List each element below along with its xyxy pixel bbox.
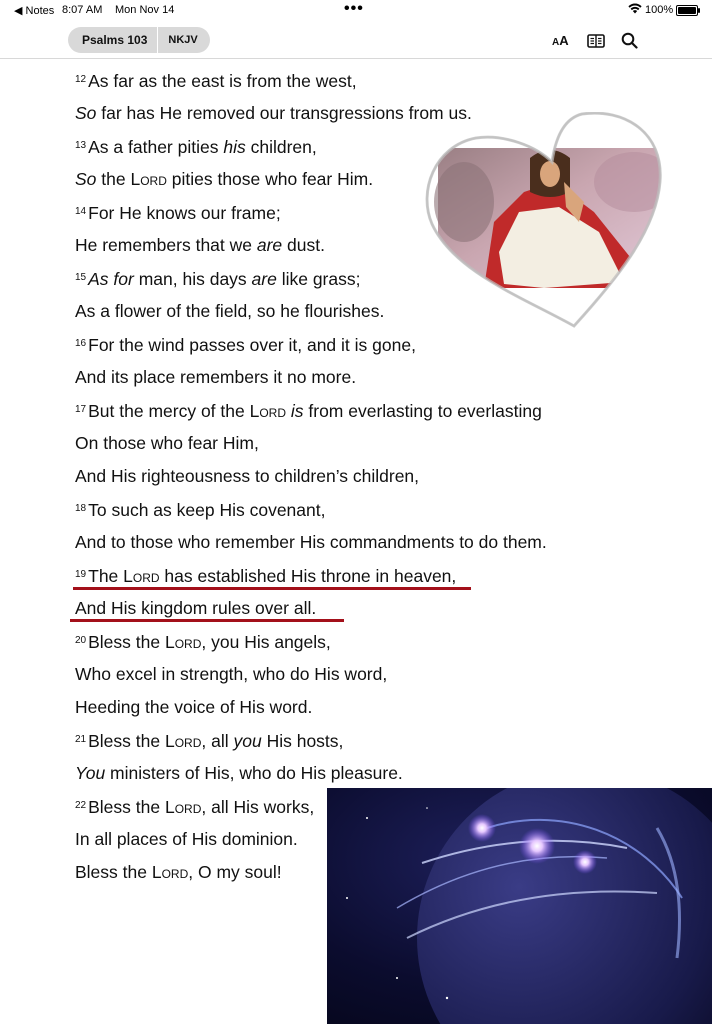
verse-14-line-1: $^{14}$ For He knows our frame; — [75, 203, 281, 223]
verse-19-underline-2 — [70, 619, 344, 622]
verse-20-line-2: Who excel in strength, who do His word, — [75, 664, 388, 684]
search-icon[interactable] — [621, 32, 638, 54]
verse-number: 20 — [75, 635, 87, 646]
verse-number: 19 — [75, 569, 87, 580]
battery-percentage: 100% — [645, 4, 674, 16]
version-button[interactable]: NKJV — [168, 34, 198, 46]
verse-number: 17 — [75, 404, 87, 415]
reader-toolbar — [0, 22, 712, 59]
verse-number: 16 — [75, 338, 87, 349]
verse-20-line-1: $^{20}$ Bless the Lord, you His angels, — [75, 632, 331, 652]
verse-15-line-2: As a flower of the field, so he flourishes. — [75, 301, 385, 321]
verse-18-line-1: $^{18}$ To such as keep His covenant, — [75, 500, 326, 520]
verse-22-line-2: In all places of His dominion. — [75, 829, 298, 849]
passage-selector — [68, 27, 210, 53]
back-to-notes-link[interactable]: ◀ Notes — [14, 5, 55, 17]
verse-15-line-1: $^{15}$ As for man, his days are like grass; — [75, 269, 361, 289]
battery-icon — [676, 5, 698, 16]
verse-13-line-2: So the Lord pities those who fear Him. — [75, 169, 374, 189]
verse-21-line-2: You ministers of His, who do His pleasure. — [75, 763, 403, 783]
verse-number: 12 — [75, 74, 87, 85]
verse-12-line-1: $^{12}$ As far as the east is from the west, — [75, 71, 357, 91]
verse-12-line-2: So far has He removed our transgressions from us. — [75, 103, 472, 123]
verse-21-line-1: $^{21}$ Bless the Lord, all you His hosts, — [75, 731, 344, 751]
verse-number: 15 — [75, 272, 87, 283]
book-icon[interactable] — [587, 34, 605, 53]
verse-17-line-3: And His righteousness to children’s children, — [75, 466, 420, 486]
status-date: Mon Nov 14 — [115, 4, 175, 16]
verse-16-line-1: $^{16}$ For the wind passes over it, and it is gone, — [75, 335, 416, 355]
verse-16-line-2: And its place remembers it no more. — [75, 367, 357, 387]
verse-13-line-1: $^{13}$ As a father pities his children, — [75, 137, 317, 157]
wifi-icon — [628, 3, 642, 17]
multitasking-menu-icon[interactable]: ••• — [344, 0, 364, 17]
verse-22-line-3: Bless the Lord, O my soul! — [75, 862, 282, 882]
verse-17-line-1: $^{17}$ But the mercy of the Lord is from everlasting to everlasting — [75, 401, 542, 421]
status-time: 8:07 AM — [62, 4, 103, 16]
verse-number: 13 — [75, 140, 87, 151]
verse-number: 21 — [75, 734, 87, 745]
verse-18-line-2: And to those who remember His commandments to do them. — [75, 532, 547, 552]
verse-number: 14 — [75, 206, 87, 217]
text-size-icon[interactable]: AA — [552, 33, 569, 48]
verse-20-line-3: Heeding the voice of His word. — [75, 697, 313, 717]
verse-19-underline-1 — [73, 587, 471, 590]
space-planet-image — [327, 788, 712, 1024]
book-chapter-button[interactable]: Psalms 103 — [82, 33, 148, 47]
verse-22-line-1: $^{22}$ Bless the Lord, all His works, — [75, 797, 315, 817]
heart-image — [424, 112, 664, 330]
verse-14-line-2: He remembers that we are dust. — [75, 235, 325, 255]
verse-number: 18 — [75, 503, 87, 514]
verse-19-line-1[interactable]: $^{19}$ The Lord has established His throne in heaven, — [75, 566, 457, 586]
verse-17-line-2: On those who fear Him, — [75, 433, 259, 453]
verse-19-line-2[interactable]: And His kingdom rules over all. — [75, 598, 317, 618]
verse-number: 22 — [75, 800, 87, 811]
status-bar — [0, 0, 712, 20]
